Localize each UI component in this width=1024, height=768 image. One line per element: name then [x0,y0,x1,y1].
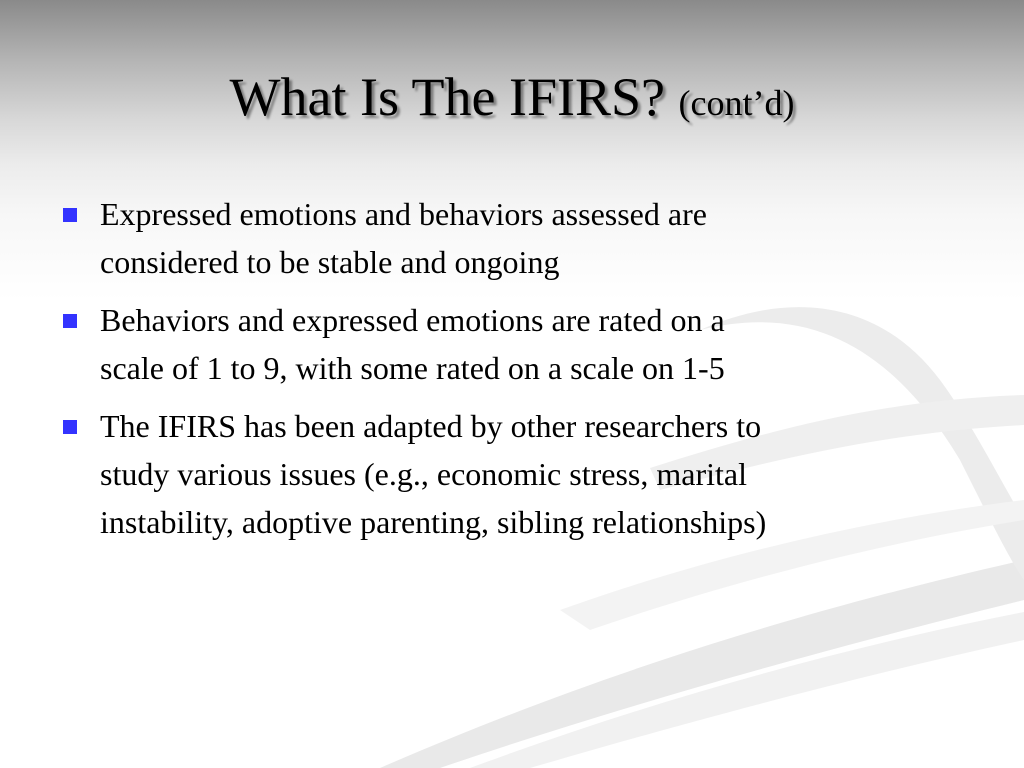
title-suffix: (cont’d) [678,83,795,123]
bullet-item [62,402,962,546]
bullet-text-line: instability, adoptive parenting, sibling relationships) [100,504,767,540]
square-bullet-icon [63,314,77,328]
bullet-text-line: The IFIRS has been adapted by other researchers to [100,408,762,444]
bullet-list [62,190,962,556]
bullet-item [62,190,962,286]
bullet-item [62,296,962,392]
title-text: What Is The IFIRS? [229,67,665,127]
bullet-text-line: considered to be stable and ongoing [100,244,560,280]
square-bullet-icon [63,208,77,222]
bullet-text-line: scale of 1 to 9, with some rated on a scale on 1-5 [100,350,725,386]
bullet-text-line: study various issues (e.g., economic stress, marital [100,456,747,492]
bullet-text-line: Behaviors and expressed emotions are rated on a [100,302,725,338]
square-bullet-icon [63,420,77,434]
slide-title [0,62,1024,138]
bullet-text-line: Expressed emotions and behaviors assessed are [100,196,707,232]
